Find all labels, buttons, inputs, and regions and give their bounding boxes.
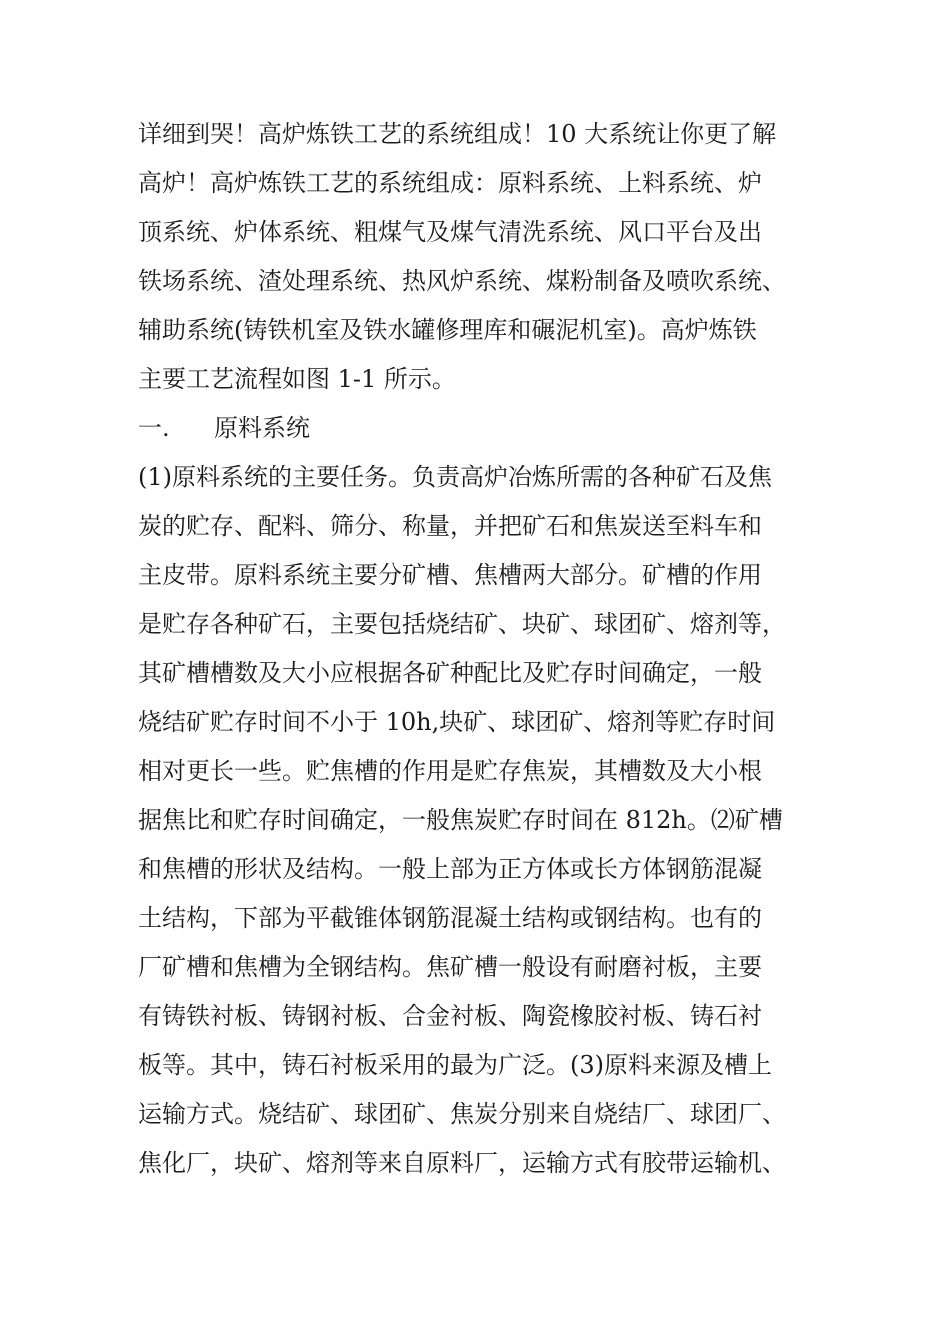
section-title: 原料系统 xyxy=(214,414,310,442)
intro-line: 辅助系统(铸铁机室及铁水罐修理库和碾泥机室)。高炉炼铁 xyxy=(138,316,757,344)
intro-line: 顶系统、炉体系统、粗煤气及煤气清洗系统、风口平台及出 xyxy=(138,218,762,246)
section-heading xyxy=(138,404,818,453)
body-line: 相对更长一些。贮焦槽的作用是贮存焦炭，其槽数及大小根 xyxy=(138,757,762,785)
body-line: 运输方式。烧结矿、球团矿、焦炭分别来自烧结厂、球团厂、 xyxy=(138,1100,786,1128)
body-line: 炭的贮存、配料、筛分、称量，并把矿石和焦炭送至料车和 xyxy=(138,512,762,540)
body-line: 烧结矿贮存时间不小于 10h,块矿、球团矿、熔剂等贮存时间 xyxy=(138,708,776,736)
body-line: 是贮存各种矿石，主要包括烧结矿、块矿、球团矿、熔剂等， xyxy=(138,610,786,638)
body-line: 主皮带。原料系统主要分矿槽、焦槽两大部分。矿槽的作用 xyxy=(138,561,762,589)
body-line: (1)原料系统的主要任务。负责高炉冶炼所需的各种矿石及焦 xyxy=(138,463,772,491)
section-number: 一. xyxy=(138,414,170,442)
intro-line: 详细到哭！高炉炼铁工艺的系统组成！10 大系统让你更了解 xyxy=(138,120,777,148)
intro-line: 高炉！高炉炼铁工艺的系统组成：原料系统、上料系统、炉 xyxy=(138,169,762,197)
body-line: 厂矿槽和焦槽为全钢结构。焦矿槽一般设有耐磨衬板，主要 xyxy=(138,953,762,981)
document-text xyxy=(138,110,818,1188)
body-line: 板等。其中，铸石衬板采用的最为广泛。(3)原料来源及槽上 xyxy=(138,1051,772,1079)
body-line: 焦化厂，块矿、熔剂等来自原料厂，运输方式有胶带运输机、 xyxy=(138,1149,786,1177)
body-line: 土结构，下部为平截锥体钢筋混凝土结构或钢结构。也有的 xyxy=(138,904,762,932)
body-line: 有铸铁衬板、铸钢衬板、合金衬板、陶瓷橡胶衬板、铸石衬 xyxy=(138,1002,762,1030)
body-line: 其矿槽槽数及大小应根据各矿种配比及贮存时间确定，一般 xyxy=(138,659,762,687)
body-line: 和焦槽的形状及结构。一般上部为正方体或长方体钢筋混凝 xyxy=(138,855,762,883)
intro-line: 主要工艺流程如图 1-1 所示。 xyxy=(138,365,456,393)
intro-line: 铁场系统、渣处理系统、热风炉系统、煤粉制备及喷吹系统、 xyxy=(138,267,786,295)
body-line: 据焦比和贮存时间确定，一般焦炭贮存时间在 812h。⑵矿槽 xyxy=(138,806,783,834)
